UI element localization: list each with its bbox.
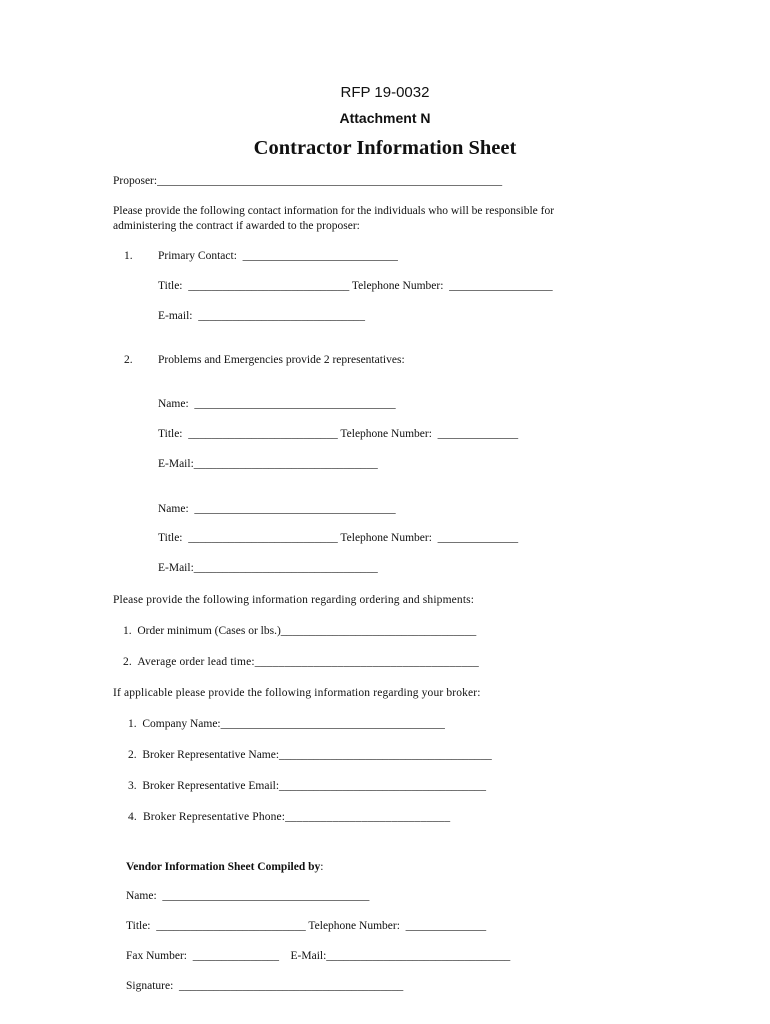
order-minimum-field[interactable]: 1. Order minimum (Cases or lbs.)__________________________________ [123, 625, 477, 637]
item-2-number: 2. [124, 354, 133, 366]
broker-intro: If applicable please provide the following information regarding your broker: [113, 687, 481, 699]
page-title: Contractor Information Sheet [253, 137, 517, 159]
ordering-intro: Please provide the following information regarding ordering and shipments: [113, 594, 475, 606]
attachment-label: Attachment N [339, 110, 431, 126]
broker-rep-name-field[interactable]: 2. Broker Representative Name:_____________________________________ [128, 749, 492, 761]
vendor-heading-text: Vendor Information Sheet Compiled by [126, 861, 321, 873]
rfp-number: RFP 19-0032 [340, 84, 430, 101]
vendor-heading-colon: : [320, 861, 324, 873]
proposer-field[interactable]: Proposer:____________________________________________________________ [113, 175, 503, 187]
primary-contact-field[interactable]: Primary Contact: ___________________________ [158, 250, 398, 262]
broker-rep-email-field[interactable]: 3. Broker Representative Email:____________________________________ [128, 780, 487, 792]
broker-company-field[interactable]: 1. Company Name:_______________________________________ [128, 718, 445, 730]
vendor-fax-email-field[interactable]: Fax Number: _______________ E-Mail:________________________________ [126, 950, 511, 962]
rep1-email-field[interactable]: E-Mail:________________________________ [158, 458, 378, 470]
vendor-title-phone-field[interactable]: Title: __________________________ Telephone Number: ______________ [126, 920, 487, 932]
rep2-title-phone-field[interactable]: Title: __________________________ Telephone Number: ______________ [158, 532, 519, 544]
intro-line-2: administering the contract if awarded to the proposer: [113, 220, 360, 232]
broker-rep-phone-field[interactable]: 4. Broker Representative Phone:____________________________ [128, 811, 451, 823]
item-1-number: 1. [124, 250, 133, 262]
vendor-name-field[interactable]: Name: ____________________________________ [126, 890, 370, 902]
primary-email-field[interactable]: E-mail: _____________________________ [158, 310, 365, 322]
primary-title-phone-field[interactable]: Title: ____________________________ Telephone Number: __________________ [158, 280, 553, 292]
lead-time-field[interactable]: 2. Average order lead time:______________________________________ [123, 656, 479, 668]
rep1-title-phone-field[interactable]: Title: __________________________ Telephone Number: ______________ [158, 428, 519, 440]
rep2-email-field[interactable]: E-Mail:________________________________ [158, 562, 378, 574]
rep2-name-field[interactable]: Name: ___________________________________ [158, 503, 396, 515]
vendor-heading [126, 860, 323, 874]
rep1-name-field[interactable]: Name: ___________________________________ [158, 398, 396, 410]
vendor-signature-field[interactable]: Signature: _______________________________________ [126, 980, 404, 992]
intro-line-1: Please provide the following contact information for the individuals who will be responsible for [113, 205, 555, 217]
emergency-label: Problems and Emergencies provide 2 representatives: [158, 354, 405, 366]
